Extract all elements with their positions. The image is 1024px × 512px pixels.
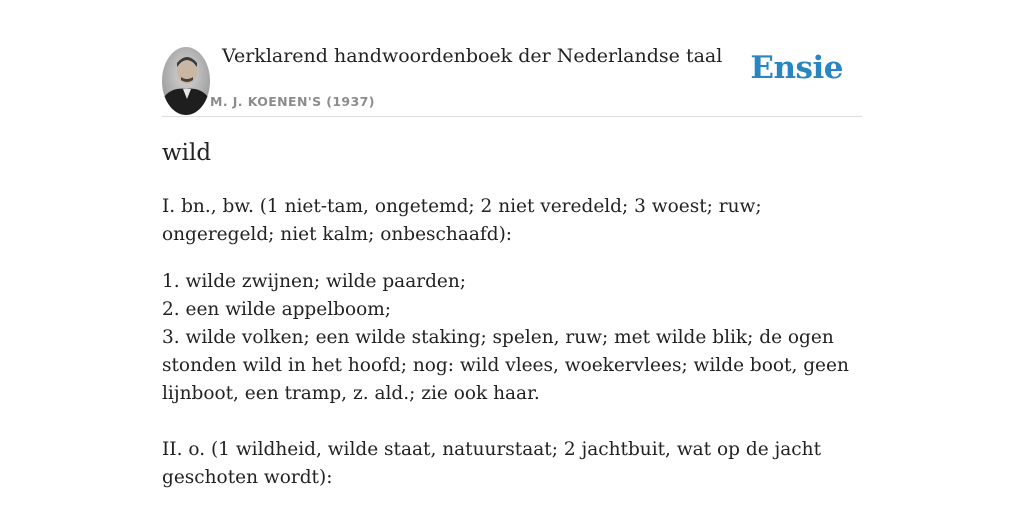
spacer — [162, 249, 862, 268]
author-portrait — [162, 47, 210, 115]
spacer — [162, 408, 862, 436]
entry-body — [162, 193, 862, 492]
headword: wild — [162, 140, 212, 166]
book-title: Verklarend handwoordenboek der Nederlandse taal — [222, 45, 723, 67]
definition-item-3: 3. wilde volken; een wilde staking; spelen, ruw; met wilde blik; de ogen stonden wild in het hoofd; nog: wild vlees, woekervlees; wilde boot, geen lijnboot, een tramp, z. ald.; zie ook haar. — [162, 327, 849, 404]
header — [162, 0, 862, 117]
author-credit: M. J. KOENEN'S (1937) — [210, 94, 375, 109]
definition-item-1: 1. wilde zwijnen; wilde paarden; — [162, 271, 467, 292]
section-2-intro: II. o. (1 wildheid, wilde staat, natuurstaat; 2 jachtbuit, wat op de jacht geschoten wordt): — [162, 439, 822, 488]
section-1-intro: I. bn., bw. (1 niet-tam, ongetemd; 2 niet veredeld; 3 woest; ruw; ongeregeld; niet kalm; onbeschaafd): — [162, 196, 762, 245]
brand-logo-link[interactable]: Ensie — [750, 50, 843, 86]
definition-item-2: 2. een wilde appelboom; — [162, 299, 392, 320]
page — [162, 0, 862, 488]
